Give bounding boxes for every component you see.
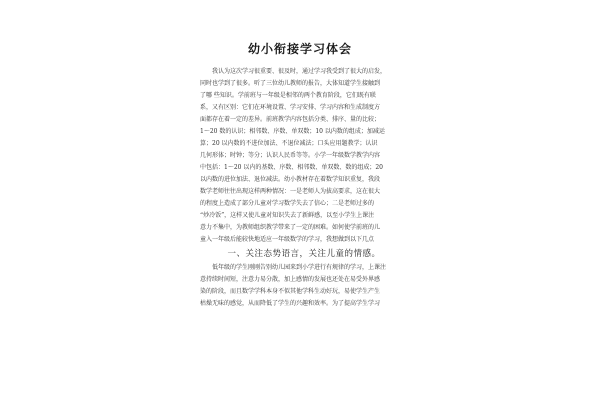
paragraph-line: 1～20 数的认识；相邻数、序数、单双数；10 以内数的组成；加减运	[200, 128, 385, 135]
paragraph-line: 系，又有区别：它们在环境设置、学习安排、学习内容和生成制度方	[200, 104, 381, 111]
paragraph-line: 同时也学到了很多。听了三位幼儿教师的报告，大体知道学生接触到	[200, 80, 381, 87]
paragraph-line: 染的阶段，而且数学学科本身不似其他学科生动好玩，易使学生产生	[200, 288, 381, 295]
paragraph-line: 意力不集中，为教师组织教学带来了一定的困难。如何使学前班的儿	[200, 224, 381, 231]
paragraph-line: 我认为这次学习很重要、很及时，通过学习我受到了很大的启发，	[212, 68, 387, 75]
paragraph-line: 以内数的进位加法、退位减法。幼小教材存在着数学知识重复，我段	[200, 176, 381, 183]
paragraph-line: 了哪 些知识。学前班与一年级是相邻的两个教育阶段，它们既有联	[200, 92, 376, 99]
paragraph-line: 中包括：1～20 以内的基数、序数、相邻数、单双数、数的组成；20	[200, 164, 383, 171]
paragraph-line: 童入一年级后能较快地适应一年级数学的学习，我想做到以下几点	[200, 236, 375, 243]
document-body	[200, 66, 408, 310]
paragraph-line: “炒冷饭”，这样又使儿童对知识失去了新鲜感，以至小学生上课注	[200, 212, 375, 219]
paragraph-line: 面都存在着一定的差异。前班教学内容包括分类、排序、量的比较；	[200, 116, 381, 123]
paragraph-line: 算；20 以内数的不进位加法、不退位减法；口头应用题教学；认识	[200, 140, 378, 147]
paragraph-line: 的程度上造成了部分儿童对学习数学失去了信心；二是老师过多的	[200, 200, 375, 207]
section-heading: 一、关注态势语言，关注儿童的情感。	[227, 249, 381, 259]
paragraph-line: 低年级的学生刚刚告别幼儿园来到小学进行有规律的学习，上课注	[212, 264, 387, 271]
paragraph-line: 枯燥无味的感觉，从而降低了学生的兴趣和效率。为了提高学生学习	[200, 300, 381, 307]
paragraph-line: 数学老师往往出现这样两种情况：一是老师人为拔高要求，这在很大	[200, 188, 381, 195]
paragraph-line: 几何形体；时钟；等分；认识人民币等等。小学一年级数学教学内容	[200, 152, 381, 159]
document-title: 幼小衔接学习体会	[247, 42, 352, 56]
paragraph-line: 意持续时间短，注意力易分散，加上感情的发展也还处在易受外界感	[200, 276, 381, 283]
